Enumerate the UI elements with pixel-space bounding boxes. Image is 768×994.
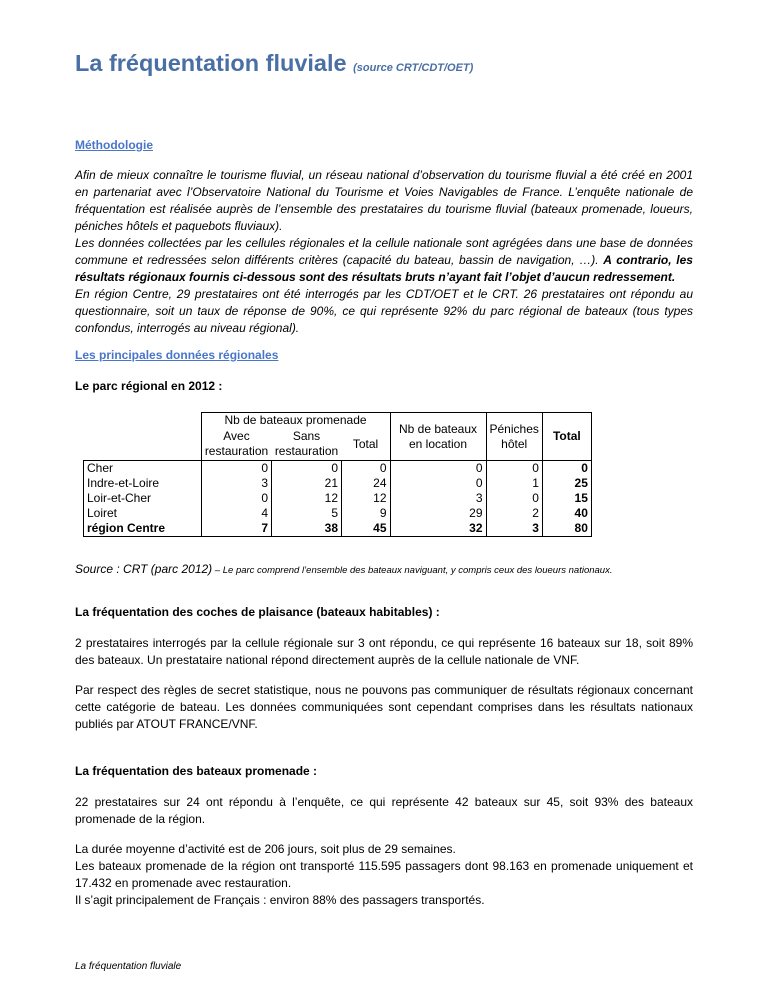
cell-sans: 5 [272, 506, 342, 521]
promenade-activity-duration: La durée moyenne d’activité est de 206 jours, soit plus de 29 semaines. [75, 842, 456, 856]
table-source-note [75, 562, 612, 576]
fleet-heading: Le parc régional en 2012 : [75, 379, 223, 393]
title-source: (source CRT/CDT/OET) [353, 62, 474, 74]
header-promenade-group: Nb de bateaux promenade [201, 413, 390, 429]
header-avec-restauration: Avec restauration [204, 429, 269, 458]
promenade-paragraph-2 [75, 841, 693, 909]
row-label: Indre-et-Loire [84, 476, 202, 491]
methodology-paragraph-3: En région Centre, 29 prestataires ont été interrogés par les CDT/OET et le CRT. 26 prestataires ont répondu au questionnaire, soit un taux de réponse de 90%, ce qui représente 92% du parc régional de bateaux (tous types confondus, interrogés au niveau régional). [75, 287, 693, 335]
methodology-text [75, 167, 693, 337]
promenade-paragraph-1-text: 22 prestataires sur 24 ont répondu à l’enquête, ce qui représente 42 bateaux sur 45, soit 93% des bateaux promenade de la région. [75, 795, 693, 826]
source-note-detail: – Le parc comprend l’ensemble des bateaux naviguant, y compris ceux des loueurs nationaux. [212, 565, 613, 576]
cell-avec: 7 [201, 521, 272, 537]
cell-sans: 38 [272, 521, 342, 537]
table-row [84, 506, 592, 521]
coches-paragraph-1-text: 2 prestataires interrogés par la cellule régionale sur 3 ont répondu, ce qui représente 16 bateaux sur 18, soit 89% des bateaux. Un prestataire national répond directement auprès de la cellule nationale de VNF. [75, 636, 693, 667]
cell-sans: 21 [272, 476, 342, 491]
cell-location: 0 [390, 476, 486, 491]
cell-sans: 12 [272, 491, 342, 506]
coches-paragraph-2-text: Par respect des règles de secret statistique, nous ne pouvons pas communiquer de résultats régionaux concernant cette catégorie de bateau. Les données communiquées sont cependant comprises dans les résultats nationaux publiés par ATOUT FRANCE/VNF. [75, 683, 693, 731]
methodology-paragraph-2 [75, 235, 693, 286]
fleet-table-wrapper [83, 412, 592, 537]
header-peniches: Péniches hôtel [486, 413, 542, 461]
cell-avec: 0 [201, 461, 272, 477]
promenade-heading: La fréquentation des bateaux promenade : [75, 764, 318, 778]
promenade-paragraph-1 [75, 794, 693, 828]
header-location: Nb de bateaux en location [390, 413, 486, 461]
cell-total-promenade: 24 [342, 476, 391, 491]
cell-total: 25 [542, 476, 591, 491]
cell-peniches: 0 [486, 461, 542, 477]
row-label: région Centre [84, 521, 202, 537]
table-row [84, 491, 592, 506]
cell-total-promenade: 0 [342, 461, 391, 477]
coches-paragraph-2 [75, 682, 693, 733]
cell-peniches: 3 [486, 521, 542, 537]
row-label: Loiret [84, 506, 202, 521]
cell-peniches: 0 [486, 491, 542, 506]
page-footer: La fréquentation fluviale [75, 961, 182, 972]
cell-location: 0 [390, 461, 486, 477]
cell-location: 3 [390, 491, 486, 506]
methodology-paragraph-1: Afin de mieux connaître le tourisme fluvial, un réseau national d’observation du tourisme fluvial a été créé en 2001 en partenariat avec l’Observatoire National du Tourisme et Voies Navigables de France. L’enquête nationale de fréquentation est réalisée auprès de l’ensemble des prestataires du tourisme fluvial (bateaux promenade, loueurs, péniches hôtels et paquebots fluviaux). [75, 168, 693, 233]
page-title [75, 50, 473, 77]
table-header-row-1 [84, 413, 592, 429]
table-row [84, 476, 592, 491]
cell-location: 29 [390, 506, 486, 521]
cell-peniches: 2 [486, 506, 542, 521]
fleet-table [83, 412, 592, 537]
source-note-main: Source : CRT (parc 2012) [75, 562, 213, 576]
cell-total-promenade: 12 [342, 491, 391, 506]
cell-total: 15 [542, 491, 591, 506]
row-label: Loir-et-Cher [84, 491, 202, 506]
cell-total-promenade: 45 [342, 521, 391, 537]
promenade-nationality: Il s’agit principalement de Français : environ 88% des passagers transportés. [75, 893, 485, 907]
regional-data-heading[interactable]: Les principales données régionales [75, 348, 279, 362]
title-main: La fréquentation fluviale [75, 50, 347, 76]
cell-total: 0 [542, 461, 591, 477]
coches-paragraph-1 [75, 635, 693, 669]
cell-total: 40 [542, 506, 591, 521]
cell-total-promenade: 9 [342, 506, 391, 521]
cell-avec: 4 [201, 506, 272, 521]
promenade-passengers: Les bateaux promenade de la région ont transporté 115.595 passagers dont 98.163 en promenade uniquement et 17.432 en promenade avec restauration. [75, 859, 693, 890]
header-total-promenade: Total [352, 436, 379, 451]
coches-heading: La fréquentation des coches de plaisance (bateaux habitables) : [75, 605, 440, 619]
cell-sans: 0 [272, 461, 342, 477]
methodology-heading[interactable]: Méthodologie [75, 138, 153, 152]
table-row [84, 461, 592, 477]
methodology-paragraph-2-emphasis: A contrario, les résultats régionaux fournis ci-dessous sont des résultats bruts n’ayant fait l’objet d’aucun redressement. [75, 253, 693, 284]
methodology-paragraph-2-text: Les données collectées par les cellules régionales et la cellule nationale sont agrégées dans une base de données commune et redressées selon différents critères (capacité du bateau, bassin de navigation, …). [75, 236, 693, 267]
cell-avec: 3 [201, 476, 272, 491]
cell-location: 32 [390, 521, 486, 537]
row-label: Cher [84, 461, 202, 477]
cell-avec: 0 [201, 491, 272, 506]
table-row-total [84, 521, 592, 537]
table-corner-cell [84, 413, 202, 461]
cell-total: 80 [542, 521, 591, 537]
cell-peniches: 1 [486, 476, 542, 491]
header-total: Total [542, 413, 591, 461]
header-sans-restauration: Sans restauration [274, 429, 339, 458]
